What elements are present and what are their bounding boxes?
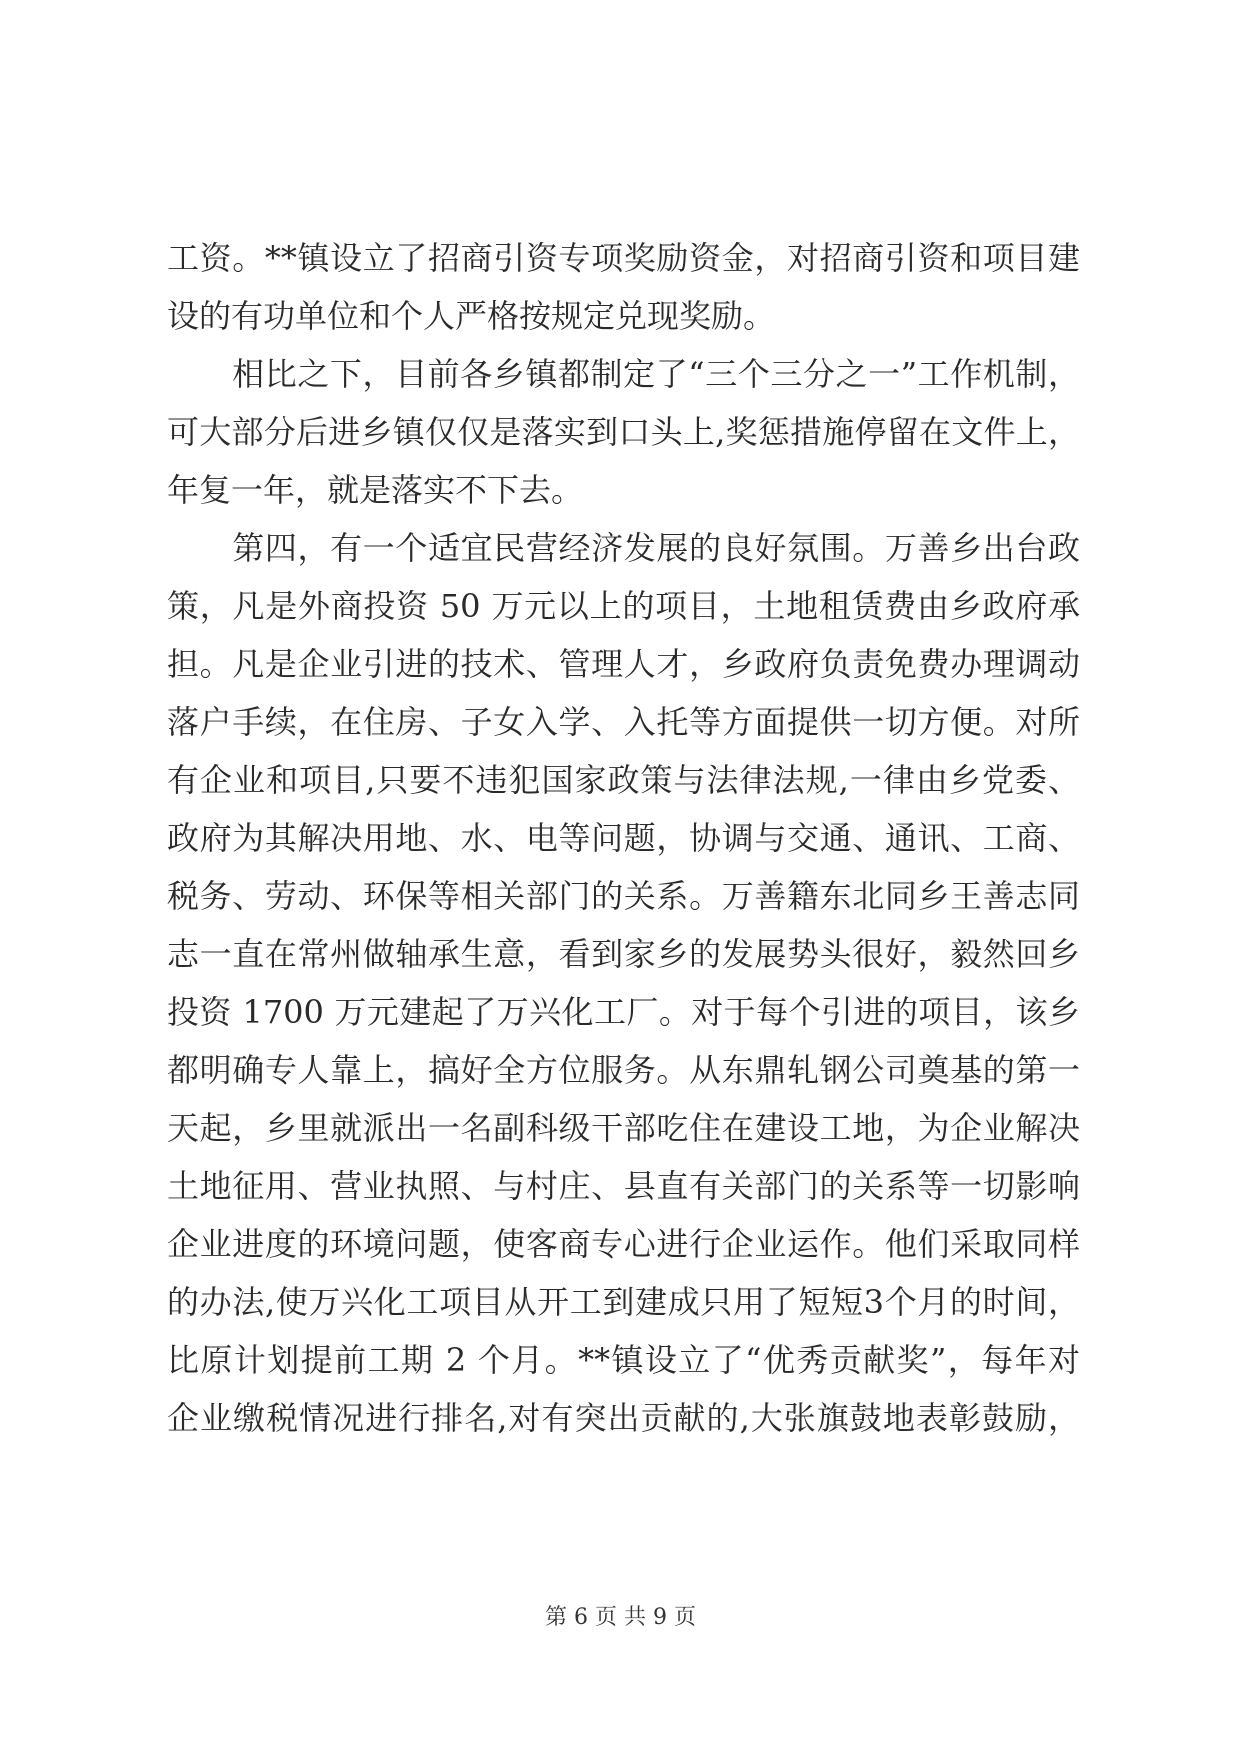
- text-line: 年复一年，就是落实不下去。: [167, 471, 584, 509]
- text-line: 政府为其解决用地、水、电等问题，协调与交通、通讯、工商、: [167, 819, 1080, 857]
- text-line: 志一直在常州做轴承生意，看到家乡的发展势头很好，毅然回乡: [167, 935, 1080, 973]
- text-line: 比原计划提前工期 2 个月。**镇设立了“优秀贡献奖”，每年对: [167, 1341, 1080, 1379]
- text-line: 投资 1700 万元建起了万兴化工厂。对于每个引进的项目，该乡: [167, 993, 1080, 1031]
- text-line: 可大部分后进乡镇仅仅是落实到口头上,奖惩措施停留在文件上，: [167, 413, 1080, 451]
- text-line: 税务、劳动、环保等相关部门的关系。万善籍东北同乡王善志同: [167, 877, 1080, 915]
- text-line: 落户手续，在住房、子女入学、入托等方面提供一切方便。对所: [167, 703, 1080, 741]
- text-line: 工资。**镇设立了招商引资专项奖励资金，对招商引资和项目建: [167, 239, 1080, 277]
- text-line: 担。凡是企业引进的技术、管理人才，乡政府负责免费办理调动: [167, 645, 1080, 683]
- text-line: 第四，有一个适宜民营经济发展的良好氛围。万善乡出台政: [167, 529, 1080, 567]
- text-line: 策，凡是外商投资 50 万元以上的项目，土地租赁费由乡政府承: [167, 587, 1080, 625]
- text-line: 企业缴税情况进行排名,对有突出贡献的,大张旗鼓地表彰鼓励，: [167, 1399, 1080, 1437]
- text-line: 有企业和项目,只要不违犯国家政策与法律法规,一律由乡党委、: [167, 761, 1080, 799]
- text-line: 企业进度的环境问题，使客商专心进行企业运作。他们采取同样: [167, 1225, 1080, 1263]
- text-line: 土地征用、营业执照、与村庄、县直有关部门的关系等一切影响: [167, 1167, 1080, 1205]
- text-line: 天起，乡里就派出一名副科级干部吃住在建设工地，为企业解决: [167, 1109, 1080, 1147]
- text-line: 相比之下，目前各乡镇都制定了“三个三分之一”工作机制，: [167, 355, 1080, 393]
- page-number-footer: 第 6 页 共 9 页: [545, 1605, 696, 1630]
- text-line: 的办法,使万兴化工项目从开工到建成只用了短短3个月的时间，: [167, 1283, 1080, 1321]
- text-line: 设的有功单位和个人严格按规定兑现奖励。: [167, 297, 776, 335]
- text-line: 都明确专人靠上，搞好全方位服务。从东鼎轧钢公司奠基的第一: [167, 1051, 1080, 1089]
